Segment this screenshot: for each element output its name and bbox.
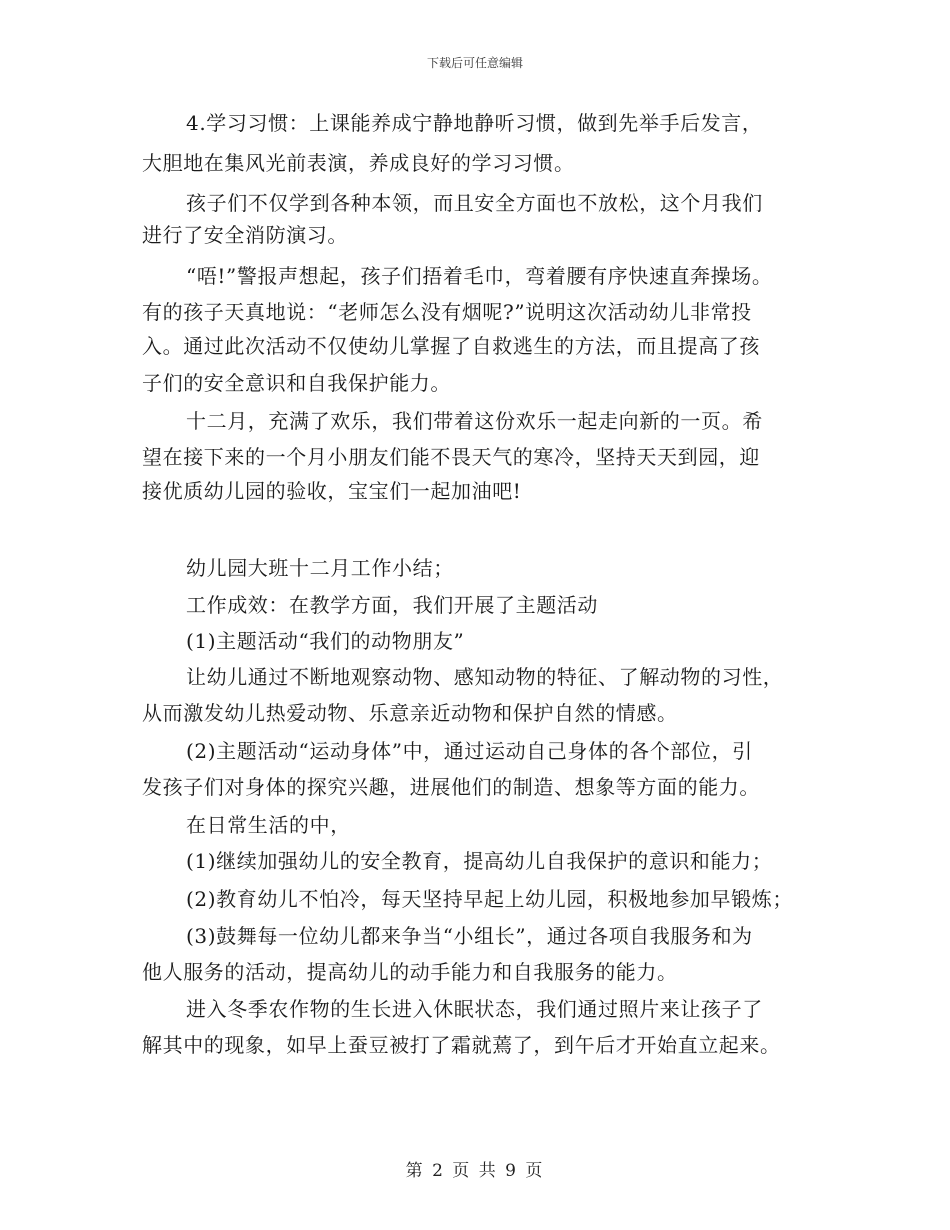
text-line: (3)鼓舞每一位幼儿都来争当“小组长”，通过各项自我服务和为 [186,924,753,948]
text-line: 工作成效：在教学方面，我们开展了主题活动 [186,593,598,617]
text-line: 十二月，充满了欢乐，我们带着这份欢乐一起走向新的一页。希 [186,409,763,433]
text-line: 望在接下来的一个月小朋友们能不畏天气的寒冷，坚持天天到园，迎 [142,445,760,469]
text-line: 有的孩子天真地说：“老师怎么没有烟呢?”说明这次活动幼儿非常投 [142,300,752,324]
text-line: 在日常生活的中， [186,813,351,837]
text-line: 进入冬季农作物的生长进入休眠状态，我们通过照片来让孩子了 [186,997,763,1021]
text-line: 他人服务的活动，提高幼儿的动手能力和自我服务的能力。 [142,960,678,984]
text-line: 进行了安全消防演习。 [142,223,348,247]
text-line: (2)教育幼儿不怕冷，每天坚持早起上幼儿园，积极地参加早锻炼； [186,887,793,911]
text-line: 解其中的现象，如早上蚕豆被打了霜就蔫了，到午后才开始直立起来。 [142,1033,781,1057]
text-line: 从而激发幼儿热爱动物、乐意亲近动物和保护自然的情感。 [142,701,678,725]
text-line: (2)主题活动“运动身体”中，通过运动自己身体的各个部位，引 [186,739,753,763]
page-number: 第 2 页 共 9 页 [405,1161,545,1181]
text-line: 大胆地在集风光前表演，养成良好的学习习惯。 [142,151,575,175]
section-title: 幼儿园大班十二月工作小结； [186,556,454,580]
text-line: (1)主题活动“我们的动物朋友” [186,629,465,653]
text-line: “唔!”警报声想起，孩子们捂着毛巾，弯着腰有序快速直奔操场。 [186,264,773,288]
text-line: 入。通过此次活动不仅使幼儿掌握了自救逃生的方法，而且提高了孩 [142,334,760,358]
text-line: (1)继续加强幼儿的安全教育，提高幼儿自我保护的意识和能力； [186,849,773,873]
text-line: 4.学习习惯：上课能养成宁静地静听习惯，做到先举手后发言， [186,111,763,135]
text-line: 让幼儿通过不断地观察动物、感知动物的特征、了解动物的习性， [186,665,784,689]
text-line: 发孩子们对身体的探究兴趣，进展他们的制造、想象等方面的能力。 [142,775,760,799]
text-line: 接优质幼儿园的验收，宝宝们一起加油吧! [142,479,522,503]
text-line: 孩子们不仅学到各种本领，而且安全方面也不放松，这个月我们 [186,191,763,215]
page-header: 下载后可任意编辑 [426,56,523,70]
text-line: 子们的安全意识和自我保护能力。 [142,371,451,395]
